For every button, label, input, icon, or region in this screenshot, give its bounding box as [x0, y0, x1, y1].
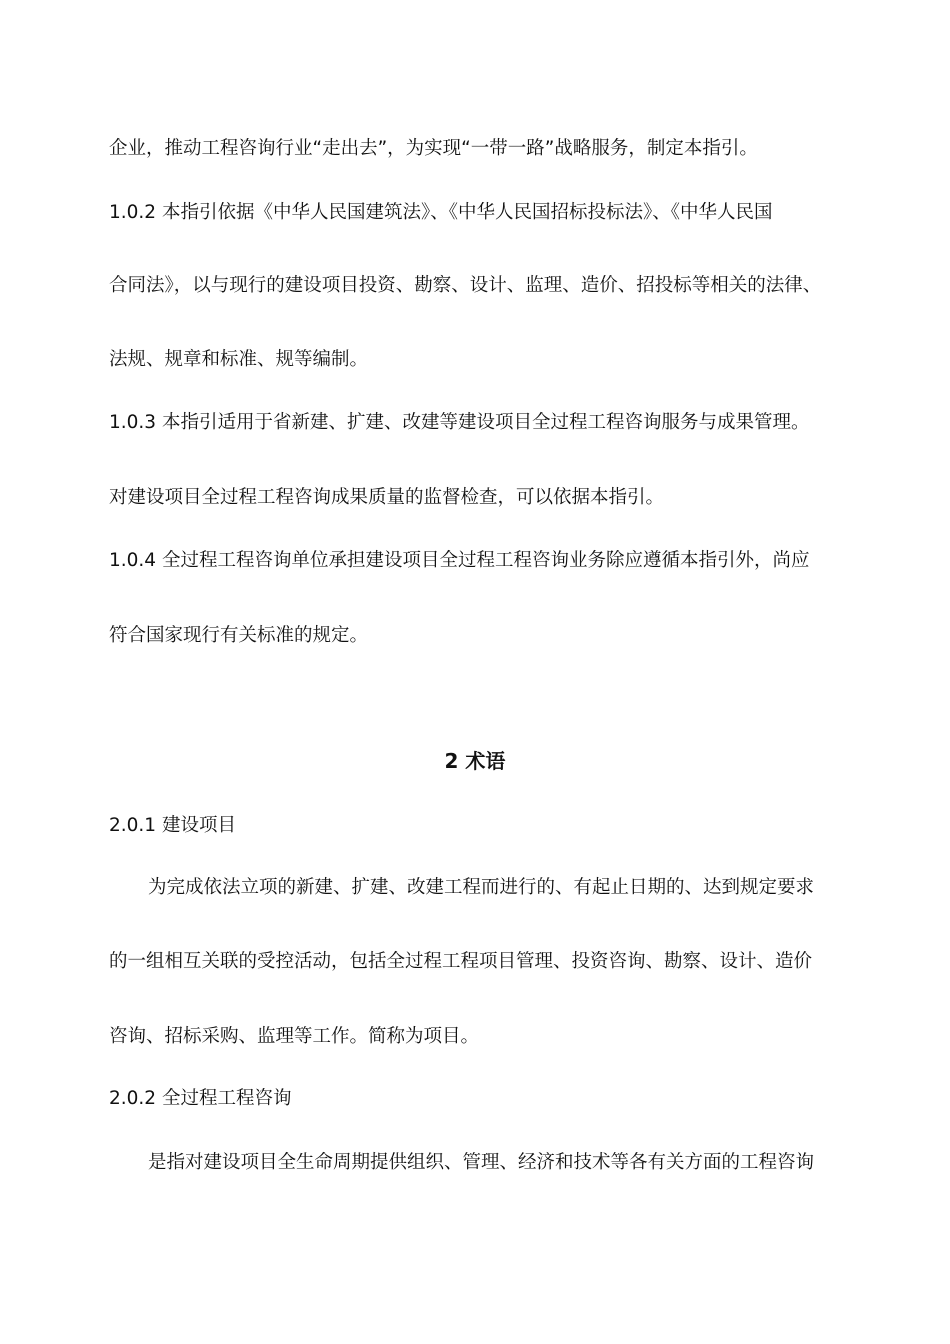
term-2-0-1-body-line: 的一组相互关联的受控活动，包括全过程工程项目管理、投资咨询、勘察、设计、造价	[109, 951, 813, 972]
term-2-0-1-title: 2.0.1 建设项目	[109, 815, 236, 836]
clause-1-0-3-line: 1.0.3 本指引适用于省新建、扩建、改建等建设项目全过程工程咨询服务与成果管理。	[109, 412, 810, 433]
section-heading: 2 术语	[444, 749, 506, 773]
term-2-0-1-body-line: 咨询、招标采购、监理等工作。简称为项目。	[109, 1026, 480, 1047]
paragraph-line: 符合国家现行有关标准的规定。	[109, 625, 369, 646]
term-2-0-2-title: 2.0.2 全过程工程咨询	[109, 1088, 292, 1109]
clause-1-0-4-line: 1.0.4 全过程工程咨询单位承担建设项目全过程工程咨询业务除应遵循本指引外，尚应	[109, 550, 810, 571]
term-2-0-2-body-line: 是指对建设项目全生命周期提供组织、管理、经济和技术等各有关方面的工程咨询	[148, 1152, 815, 1173]
paragraph-line: 对建设项目全过程工程咨询成果质量的监督检查，可以依据本指引。	[109, 487, 665, 508]
clause-1-0-2-line: 1.0.2 本指引依据《中华人民国建筑法》、《中华人民国招标投标法》、《中华人民国	[109, 202, 773, 223]
paragraph-line: 企业，推动工程咨询行业“走出去”，为实现“一带一路”战略服务，制定本指引。	[109, 138, 758, 159]
paragraph-line: 合同法》，以与现行的建设项目投资、勘察、设计、监理、造价、招投标等相关的法律、	[109, 275, 822, 296]
paragraph-line: 法规、规章和标准、规等编制。	[109, 349, 369, 370]
term-2-0-1-body-line: 为完成依法立项的新建、扩建、改建工程而进行的、有起止日期的、达到规定要求	[148, 877, 815, 898]
